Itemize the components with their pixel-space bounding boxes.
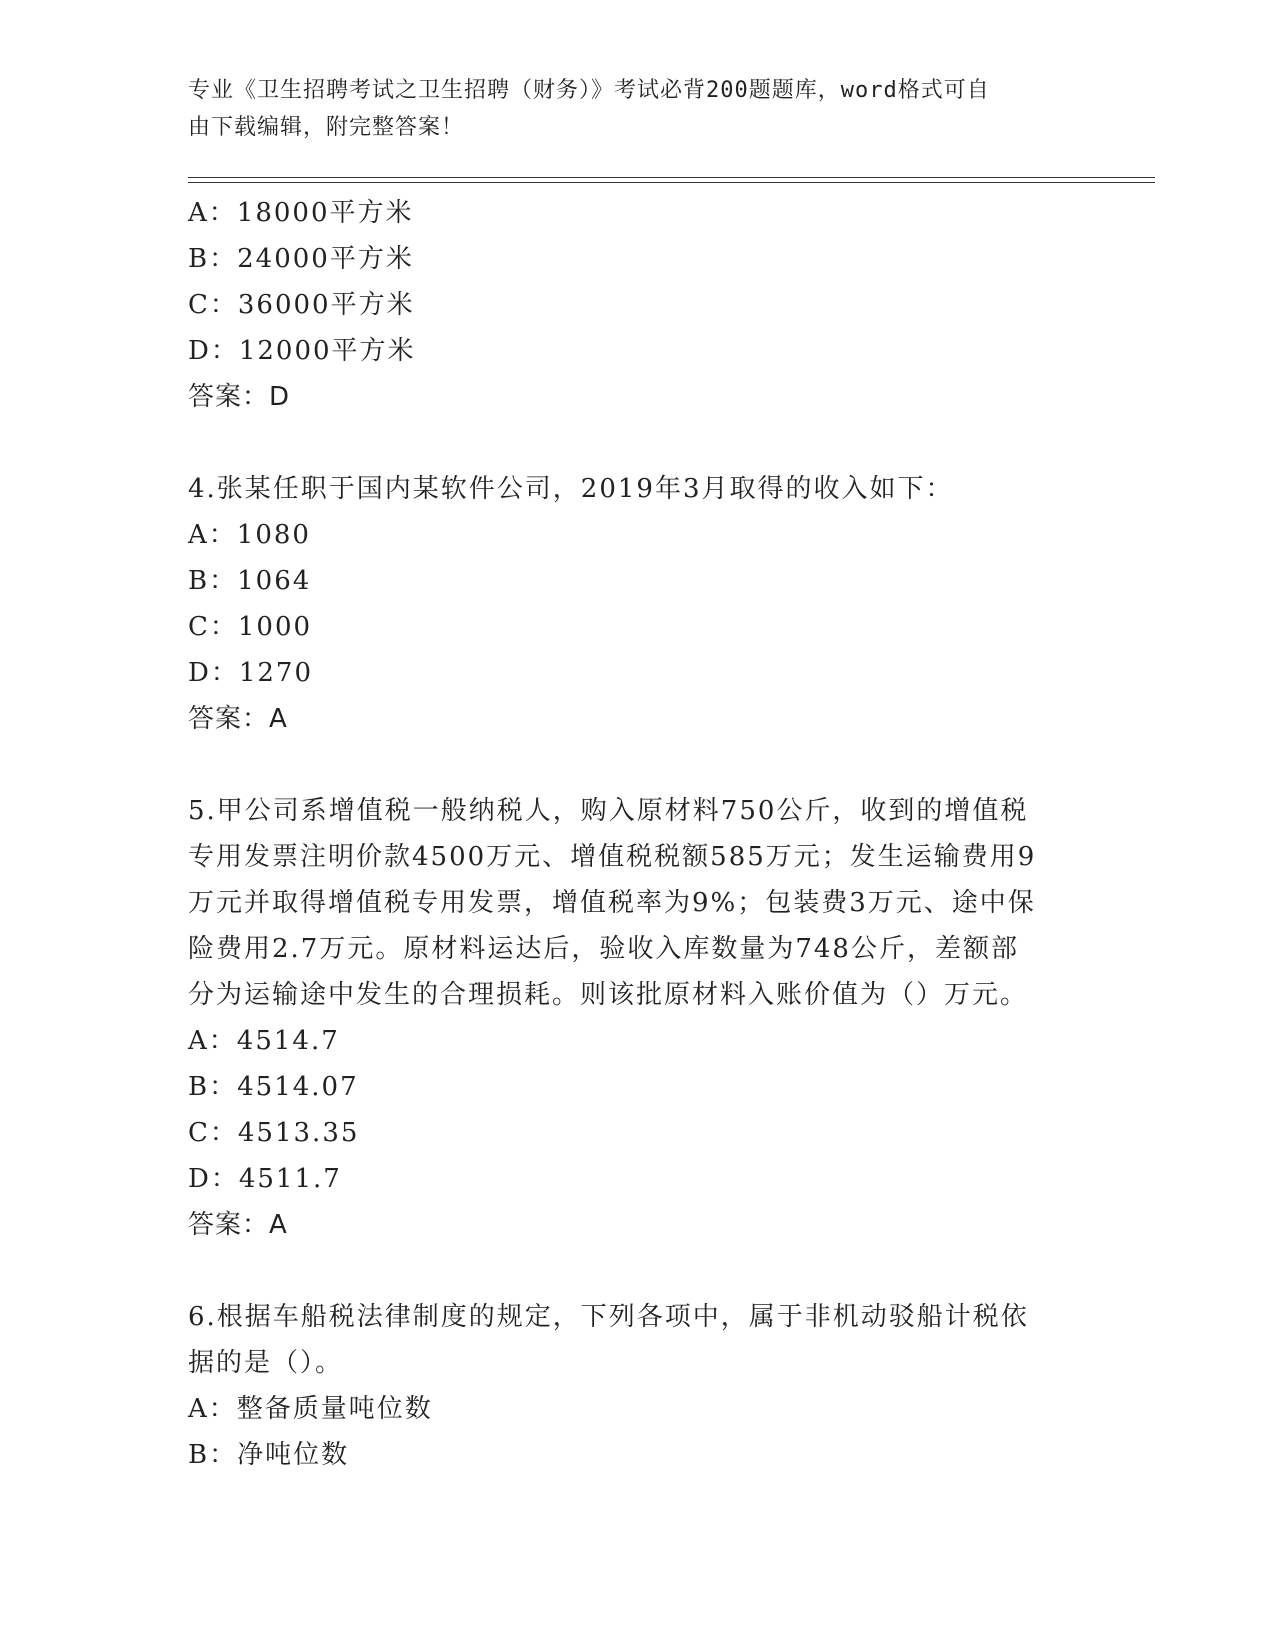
option-a: A：整备质量吨位数 xyxy=(188,1394,433,1424)
question-stem-line: 专用发票注明价款4500万元、增值税税额585万元；发生运输费用9 xyxy=(188,842,1037,872)
header-line-2: 由下载编辑，附完整答案！ xyxy=(188,115,465,140)
question-gap xyxy=(188,1248,1088,1294)
question-stem-line: 据的是（）。 xyxy=(188,1348,344,1378)
answer-line: 答案：A xyxy=(188,704,288,734)
option-a: A：4514.7 xyxy=(188,1026,340,1056)
question-stem-line: 险费用2.7万元。原材料运达后，验收入库数量为748公斤，差额部 xyxy=(188,934,1019,964)
option-a: A：1080 xyxy=(188,520,311,550)
question-block xyxy=(188,788,1088,1248)
option-d: D：4511.7 xyxy=(188,1164,342,1194)
header-divider-bottom xyxy=(188,182,1155,183)
option-d: D：12000平方米 xyxy=(188,336,416,366)
question-block xyxy=(188,190,1088,420)
option-c: C：1000 xyxy=(188,612,313,642)
header-divider-top xyxy=(188,177,1155,178)
option-c: C：36000平方米 xyxy=(188,290,415,320)
header-line-1: 专业《卫生招聘考试之卫生招聘（财务）》考试必背200题题库，word格式可自 xyxy=(188,78,990,103)
question-block xyxy=(188,466,1088,742)
answer-line: 答案：A xyxy=(188,1210,288,1240)
option-b: B：4514.07 xyxy=(188,1072,359,1102)
option-b: B：净吨位数 xyxy=(188,1440,350,1470)
option-a: A：18000平方米 xyxy=(188,198,414,228)
question-gap xyxy=(188,742,1088,788)
option-b: B：1064 xyxy=(188,566,312,596)
option-d: D：1270 xyxy=(188,658,314,688)
question-stem-line: 6.根据车船税法律制度的规定，下列各项中，属于非机动驳船计税依 xyxy=(188,1302,1029,1332)
question-stem-line: 4.张某任职于国内某软件公司，2019年3月取得的收入如下： xyxy=(188,474,954,504)
question-block xyxy=(188,1294,1088,1478)
question-list xyxy=(188,190,1088,1478)
question-stem-line: 分为运输途中发生的合理损耗。则该批原材料入账价值为（）万元。 xyxy=(188,980,1029,1010)
option-c: C：4513.35 xyxy=(188,1118,360,1148)
question-stem-line: 5.甲公司系增值税一般纳税人，购入原材料750公斤，收到的增值税 xyxy=(188,796,1029,826)
option-b: B：24000平方米 xyxy=(188,244,414,274)
document-header xyxy=(188,72,1068,146)
question-gap xyxy=(188,420,1088,466)
answer-line: 答案：D xyxy=(188,382,291,412)
question-stem-line: 万元并取得增值税专用发票，增值税率为9%；包装费3万元、途中保 xyxy=(188,888,1036,918)
